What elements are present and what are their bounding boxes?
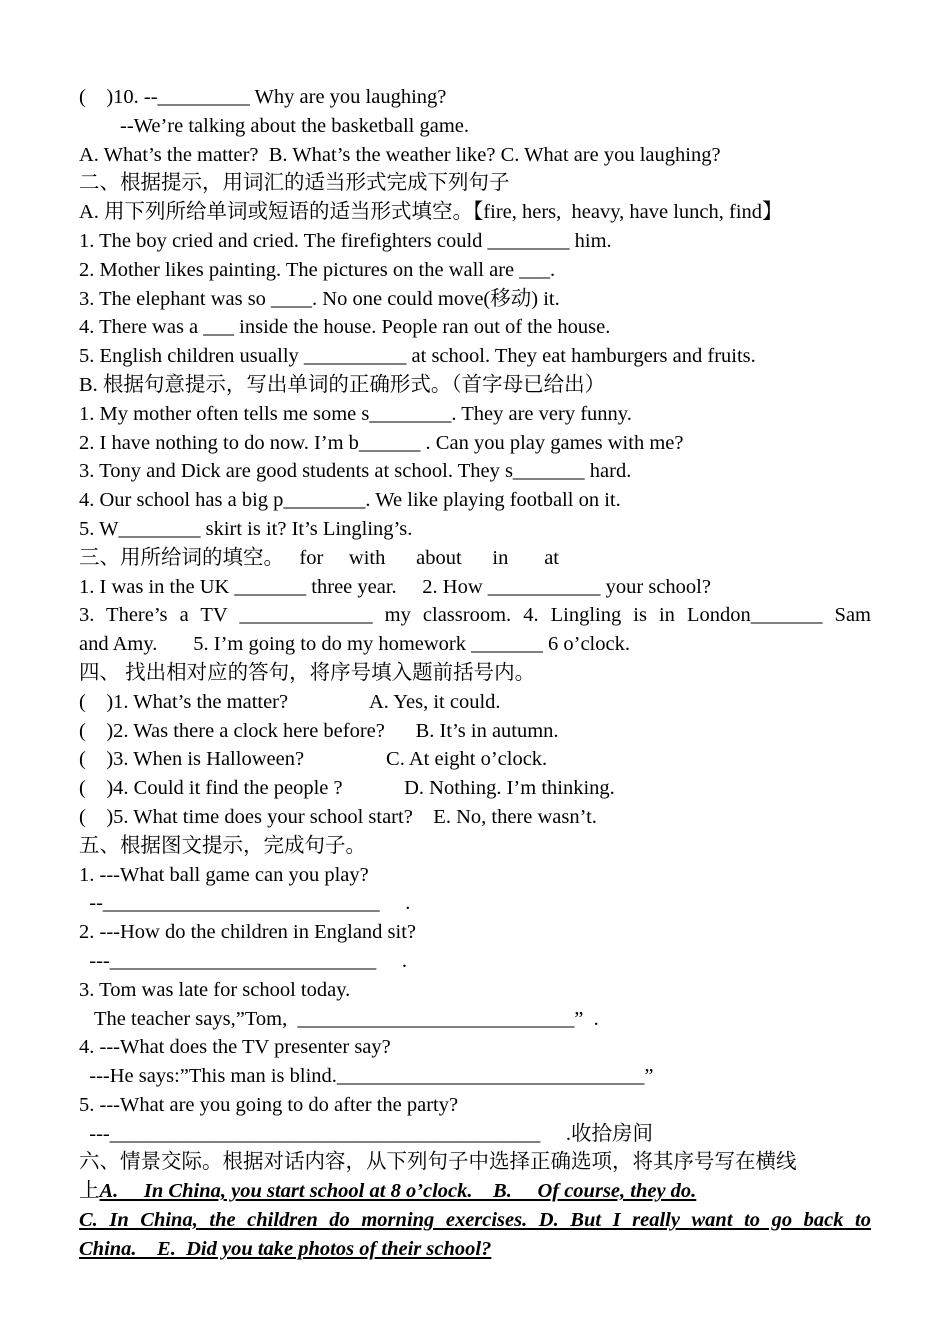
section-5-heading: 五、根据图文提示，完成句子。 [79,834,366,857]
section-6-heading: 六、情景交际。根据对话内容，从下列句子中选择正确选项，将其序号写在横线 [79,1151,797,1174]
section-4-item-5: ( )5. What time does your school start? E. No, there wasn’t. [79,805,597,828]
question-10: ( )10. --_________ Why are you laughing? [79,86,447,108]
section-5-item-4-answer: ---He says:”This man is blind.______________________________” [79,1065,654,1088]
section-6-options-row-3 [79,1235,871,1264]
section-2a-instructions: A. 用下列所给单词或短语的适当形式填空。【fire, hers, heavy, have lunch, find】 [79,201,783,224]
section-2a-item-3: 3. The elephant was so ____. No one could move(移动) it. [79,287,560,310]
section-6-options-row-1 [79,1177,871,1206]
section-2b-item-2: 2. I have nothing to do now. I’m b______ . Can you play games with me? [79,431,684,454]
section-6-options-c-d: C. In China, the children do morning exercises. D. But I really want to go back to [79,1209,871,1232]
section-3-items-1-2: 1. I was in the UK _______ three year. 2. How ___________ your school? [79,575,711,598]
section-2a-item-1: 1. The boy cried and cried. The firefighters could ________ him. [79,229,612,252]
section-6-options-e: China. E. Did you take photos of their school? [79,1237,492,1260]
section-5-item-2-answer: ---__________________________ . [79,949,407,972]
question-10-answer: --We’re talking about the basketball game. [79,114,469,137]
section-5-item-5-answer: ---__________________________________________ .收拾房间 [79,1122,653,1145]
section-5-item-1-answer: --___________________________ . [79,892,411,915]
section-2a-item-4: 4. There was a ___ inside the house. People ran out of the house. [79,316,611,339]
section-4-heading: 四、 找出相对应的答句，将序号填入题前括号内。 [79,661,536,684]
section-2a-item-2: 2. Mother likes painting. The pictures on the wall are ___. [79,258,556,281]
section-2b-item-5: 5. W________ skirt is it? It’s Lingling’s. [79,517,413,540]
section-6-options-a-b: A. In China, you start school at 8 o’clock. B. Of course, they do. [99,1180,697,1203]
section-2b-item-3: 3. Tony and Dick are good students at school. They s_______ hard. [79,460,632,483]
question-10-options: A. What’s the matter? B. What’s the weather like? C. What are you laughing? [79,143,721,166]
section-2-heading: 二、根据提示，用词汇的适当形式完成下列句子 [79,172,510,195]
section-5-item-1-question: 1. ---What ball game can you play? [79,863,369,886]
section-3-heading: 三、用所给词的填空。 for with about in at [79,546,560,569]
section-4-item-4: ( )4. Could it find the people ? D. Nothing. I’m thinking. [79,777,615,800]
section-4-item-1: ( )1. What’s the matter? A. Yes, it could. [79,690,501,713]
section-4-item-2: ( )2. Was there a clock here before? B. It’s in autumn. [79,719,559,742]
section-3-items-3-4: 3. There’s a TV _____________ my classroom. 4. Lingling is in London_______ Sam [79,604,871,627]
section-5-item-3-answer: The teacher says,”Tom, ___________________________” . [79,1007,599,1030]
section-3-item-5: and Amy. 5. I’m going to do my homework _______ 6 o’clock. [79,633,630,656]
section-2b-item-1: 1. My mother often tells me some s________. They are very funny. [79,402,632,425]
section-2b-item-4: 4. Our school has a big p________. We like playing football on it. [79,489,621,512]
worksheet-page [79,83,871,1264]
section-6-heading-end: 上 [79,1180,100,1203]
section-5-item-3-question: 3. Tom was late for school today. [79,978,351,1001]
section-5-item-4-question: 4. ---What does the TV presenter say? [79,1036,391,1059]
section-5-item-2-question: 2. ---How do the children in England sit? [79,921,417,944]
section-4-item-3: ( )3. When is Halloween? C. At eight o’clock. [79,748,548,771]
section-5-item-5-question: 5. ---What are you going to do after the party? [79,1093,459,1116]
section-2a-item-5: 5. English children usually __________ at school. They eat hamburgers and fruits. [79,345,756,368]
section-2b-instructions: B. 根据句意提示，写出单词的正确形式。（首字母已给出） [79,373,606,396]
